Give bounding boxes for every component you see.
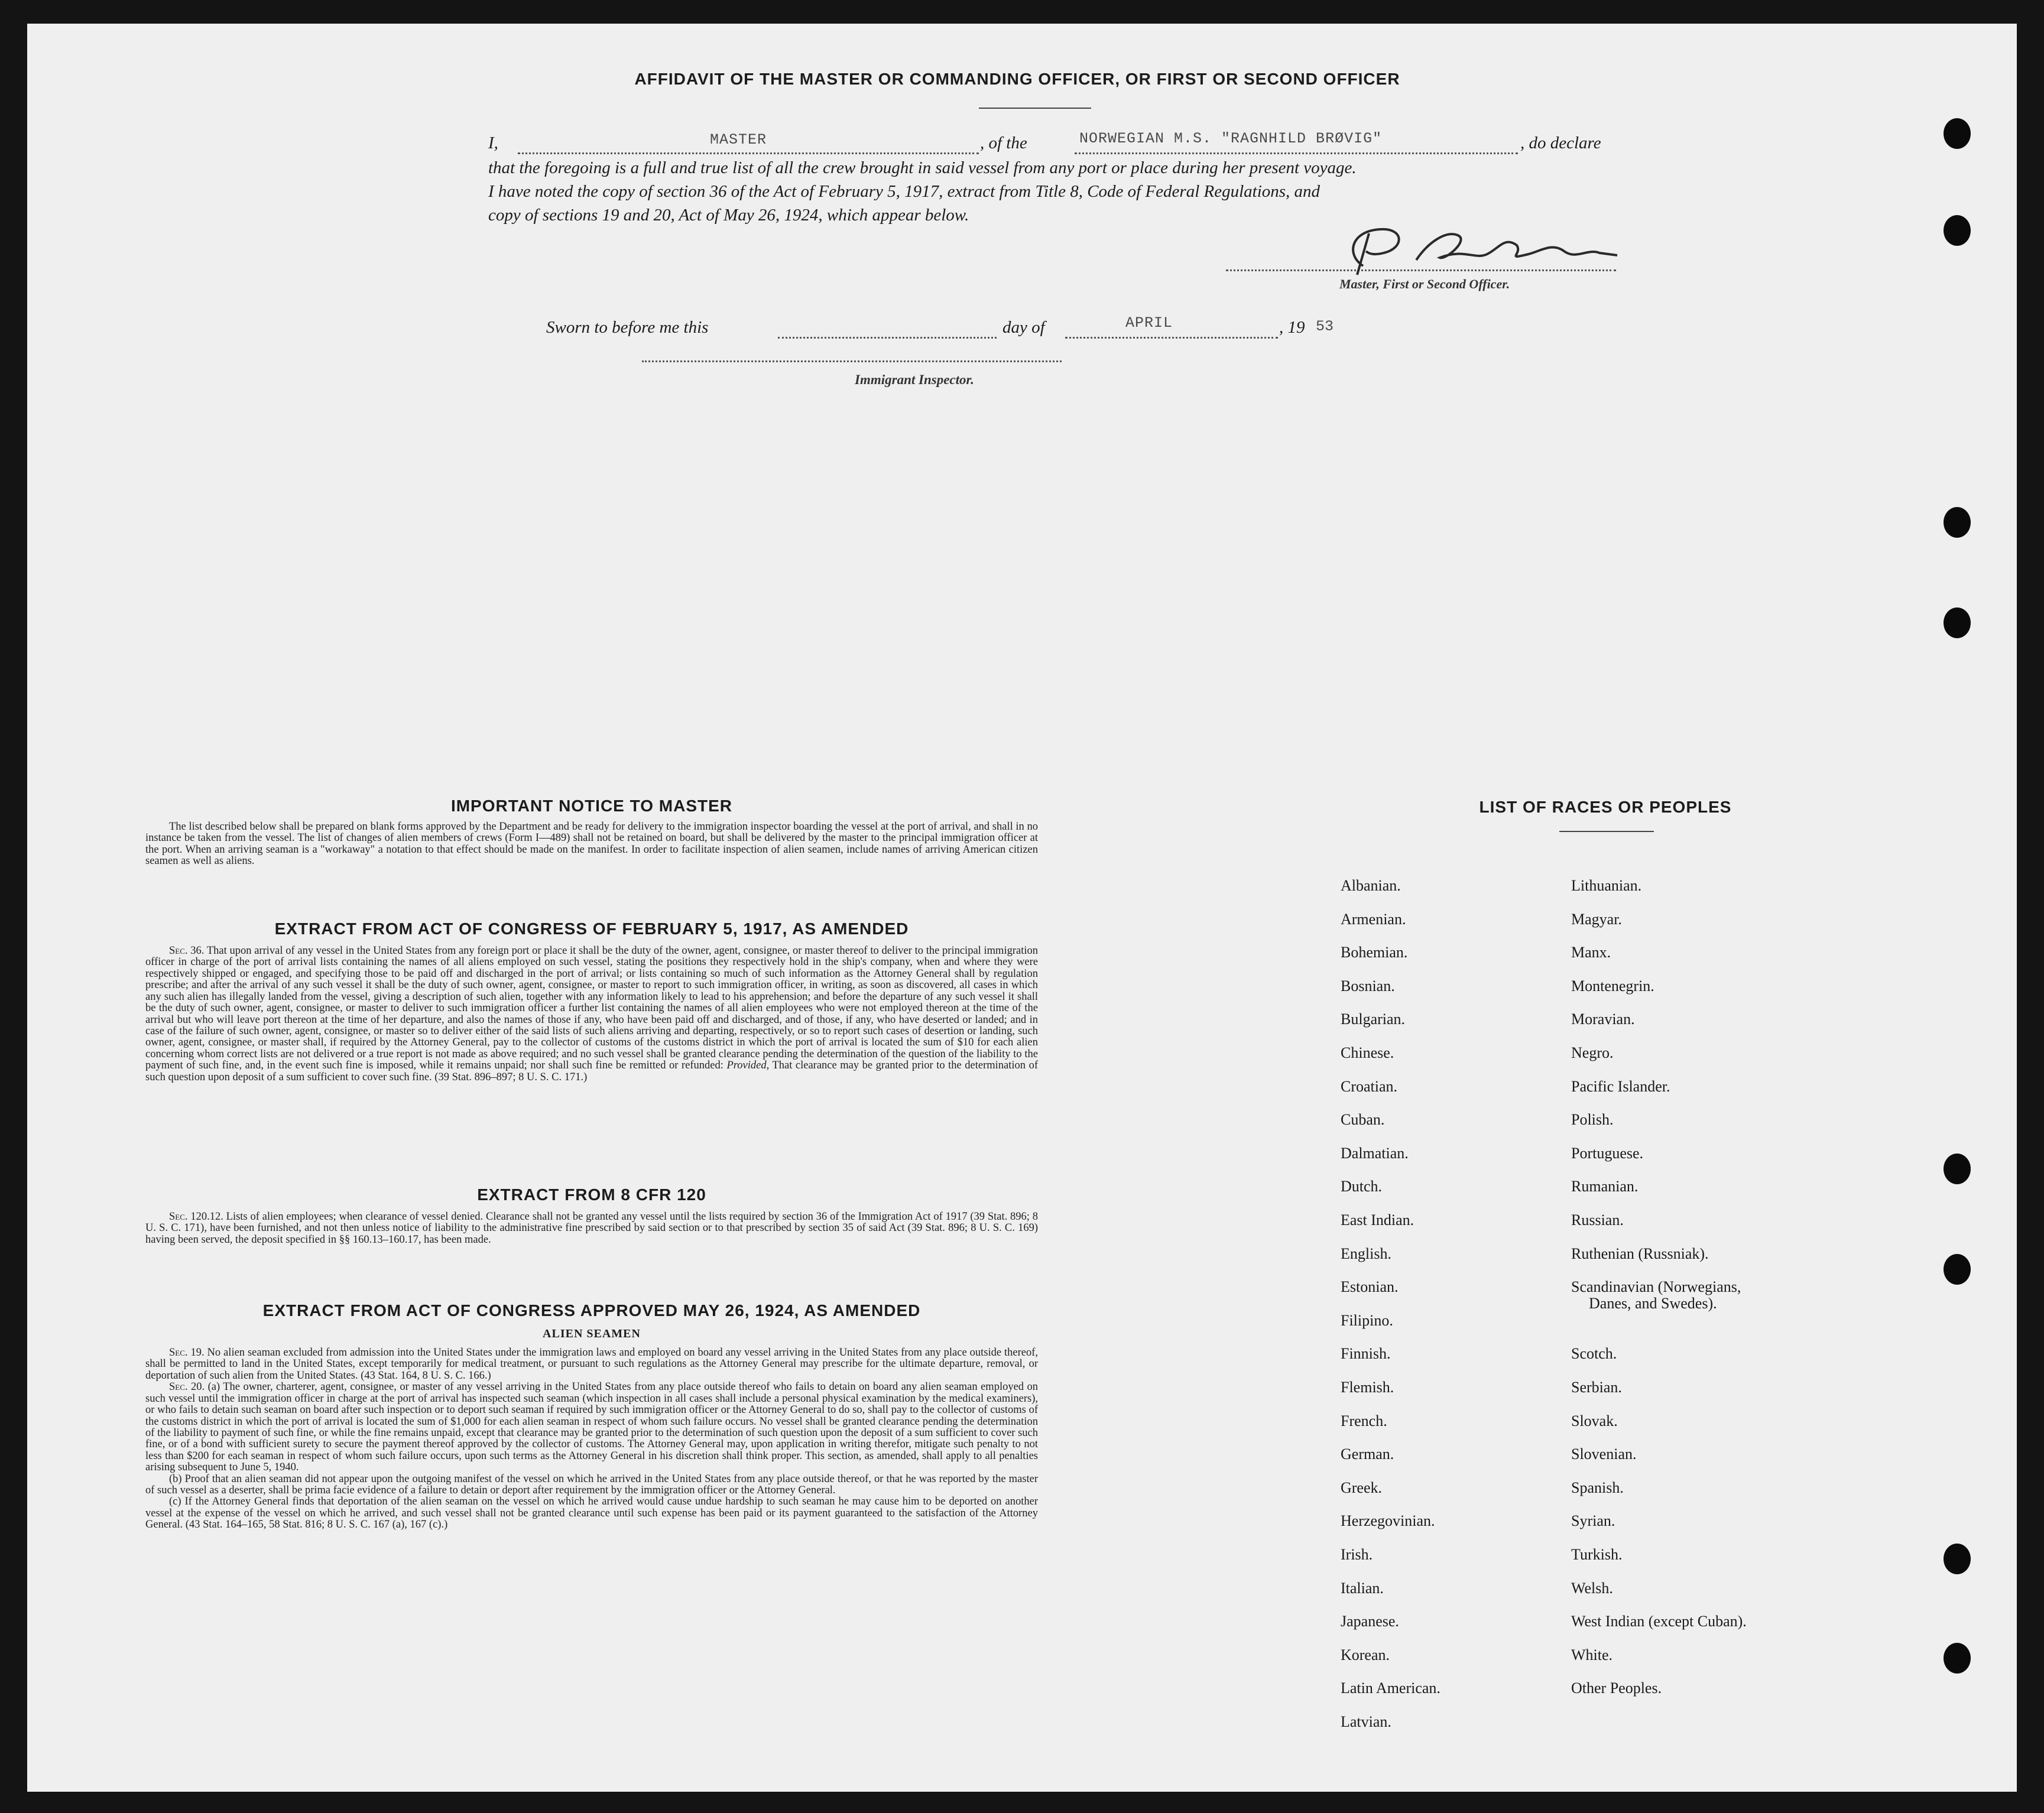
punch-hole bbox=[1944, 1154, 1971, 1184]
race-item: English. bbox=[1341, 1245, 1391, 1262]
title-rule bbox=[979, 108, 1091, 109]
extract-cfr-body bbox=[145, 1211, 1038, 1246]
race-item: Bulgarian. bbox=[1341, 1011, 1406, 1028]
race-item: Dalmatian. bbox=[1341, 1144, 1409, 1162]
punch-hole bbox=[1944, 607, 1971, 638]
vessel-value: NORWEGIAN M.S. "RAGNHILD BRØVIG" bbox=[1079, 130, 1383, 147]
extract-cfr-title: EXTRACT FROM 8 CFR 120 bbox=[477, 1185, 706, 1204]
affidavit-line1 bbox=[488, 130, 1629, 157]
race-item: Latin American. bbox=[1341, 1679, 1440, 1697]
race-item: Portuguese. bbox=[1571, 1144, 1644, 1162]
races-title: LIST OF RACES OR PEOPLES bbox=[1479, 798, 1732, 816]
race-item: Pacific Islander. bbox=[1571, 1077, 1670, 1095]
race-item: Flemish. bbox=[1341, 1379, 1394, 1396]
punch-hole bbox=[1944, 1544, 1971, 1574]
race-item: Irish. bbox=[1341, 1546, 1373, 1563]
race-item: Greek. bbox=[1341, 1479, 1383, 1496]
extract-1917-title: EXTRACT FROM ACT OF CONGRESS OF FEBRUARY 5, 1917, AS AMENDED bbox=[274, 920, 909, 938]
race-item: East Indian. bbox=[1341, 1211, 1414, 1229]
sec-36-proviso: Provided, bbox=[726, 1060, 770, 1072]
sec-19-label: Sec. 19. bbox=[169, 1347, 205, 1359]
race-item: Moravian. bbox=[1571, 1011, 1635, 1028]
rank-blank bbox=[518, 152, 979, 154]
sec-120-text: Lists of alien employees; when clearance of vessel denied. Clearance shall not be granted any vessel until the lists required by section 36 of the Immigration Act of 1917 (39 Stat. 896; 8 U. S. C. 171), have been furnished, and not then unless notice of liability to the administrative fine prescribed by said section or to that prescribed by section 35 of said Act (39 Stat. 896; 8 U. S. C. 169) having been served, the deposit specified in §§ 160.13–160.17, has been made. bbox=[145, 1211, 1039, 1246]
race-item: German. bbox=[1341, 1445, 1394, 1463]
master-signature bbox=[1328, 219, 1623, 284]
race-item: Latvian. bbox=[1341, 1713, 1391, 1730]
inspector-signature-line bbox=[642, 360, 1062, 362]
race-item: Italian. bbox=[1341, 1579, 1384, 1597]
punch-hole bbox=[1944, 1254, 1971, 1285]
race-item: Slovak. bbox=[1571, 1412, 1618, 1429]
notice-title: IMPORTANT NOTICE TO MASTER bbox=[450, 797, 733, 815]
race-item: Montenegrin. bbox=[1571, 977, 1654, 995]
sec-20-label: Sec. 20. bbox=[169, 1381, 205, 1393]
sec-20b-para: (b) Proof that an alien seaman did not appear upon the outgoing manifest of the vessel on which he arrived in the United States from any place outside thereof, or that he was reported by the master of such vessel as a deserter, shall be prima facie evidence of a failure to detain or deport after requirement by the immigration officer or the Attorney General. bbox=[145, 1473, 1038, 1497]
race-item: Estonian. bbox=[1341, 1278, 1399, 1296]
race-item: Slovenian. bbox=[1571, 1445, 1637, 1463]
vessel-blank bbox=[1075, 152, 1518, 154]
race-item: White. bbox=[1571, 1646, 1613, 1663]
sec-20a-text: (a) The owner, charterer, agent, consignee, or master of any vessel arriving in the United States from any place outside thereof who fails to detain on board any alien seaman employed on such vessel until the immigration officer in charge at the port of arrival has inspected such seaman (which inspection in all cases shall include a personal physical examination by the medical examiners), or who fails to detain such seaman on board after such inspection or to deport such seaman if required by such immigration officer or the Attorney General to do so, shall pay to the collector of customs of the customs district in which the port of arrival is located the sum of $1,000 for each alien seaman in respect of whom such failure occurs. No vessel shall be granted clearance pending the determination of the liability to payment of such fine, or while the fine remains unpaid, except that clearance may be granted prior to the determination of such question upon the deposit of a sum sufficient to cover such fine, or of a bond with sufficient surety to secure the payment thereof approved by the collector of customs. The Attorney General may, upon application in writing therefor, mitigate such penalty to not less than $200 for each seaman in respect of whom such failure occurs, upon such terms as the Attorney General in his discretion shall think proper. This section, as amended, shall apply to all penalties arising subsequent to June 5, 1940. bbox=[145, 1381, 1039, 1474]
month-blank bbox=[1065, 337, 1278, 339]
race-item: Herzegovinian. bbox=[1341, 1512, 1435, 1530]
race-item: Rumanian. bbox=[1571, 1178, 1639, 1195]
of-the-label: , of the bbox=[980, 134, 1027, 152]
sec-120-label: Sec. 120.12. bbox=[169, 1211, 223, 1223]
race-item: Dutch. bbox=[1341, 1178, 1383, 1195]
race-item: Scotch. bbox=[1571, 1345, 1617, 1363]
race-item: Filipino. bbox=[1341, 1311, 1393, 1329]
punch-hole bbox=[1944, 215, 1971, 246]
sec-19-para bbox=[145, 1347, 1038, 1382]
race-item: Polish. bbox=[1571, 1111, 1614, 1129]
race-item-continuation: Danes, and Swedes). bbox=[1589, 1295, 1717, 1312]
race-item: Japanese. bbox=[1341, 1613, 1399, 1630]
sworn-line bbox=[546, 314, 1374, 342]
race-item: Albanian. bbox=[1341, 877, 1401, 894]
race-item: Croatian. bbox=[1341, 1077, 1398, 1095]
race-item: Other Peoples. bbox=[1571, 1679, 1662, 1697]
affidavit-line2: that the foregoing is a full and true list of all the crew brought in said vessel from any port or place during her present voyage. bbox=[488, 158, 1357, 177]
extract-1924-body bbox=[145, 1347, 1038, 1531]
race-item: Cuban. bbox=[1341, 1111, 1385, 1129]
day-of-label: day of bbox=[1002, 318, 1045, 337]
sec-36-text: That upon arrival of any vessel in the United States from any foreign port or place it shall be the duty of the owner, agent, consignee, or master thereof to deliver to the principal immigration officer in charge of the port of arrival lists containing the names of all aliens employed on such vessel, stating the positions they respectively hold in the ship's company, when and where they were respectively shipped or engaged, and specifying those to be paid off and discharged in the port of arrival; or lists containing so much of such information as the Attorney General shall by regulation prescribe; and after the arrival of any such vessel it shall be the duty of such owner, agent, consignee, or master to report to such immigration officer, in writing, as soon as discovered, all cases in which any such alien has illegally landed from the vessel, giving a description of such alien, together with any information likely to lead to his apprehension; and before the departure of any such vessel it shall be the duty of such owner, agent, consignee, or master to deliver to such immigration officer a further list containing the names of all alien employees who were not employed thereon at the time of the arrival but who will leave port thereon at the time of her departure, and also the names of those if any, who have been paid off and discharged, and of those, if any, who have deserted or landed; and in case of the failure of such owner, agent, consignee, or master so to deliver either of the said lists of such aliens arriving and departing, respectively, or so to report such cases of desertion or landing, such owner, agent, consignee, or master shall, if required by the Attorney General, pay to the collector of customs of the customs district in which the port of arrival is located the sum of $10 for each alien concerning whom correct lists are not delivered or a true report is not made as above required; and no such vessel shall be granted clearance pending the determination of the question of the liability to the payment of such fine, and, in the event such fine is imposed, while it remains unpaid; nor shall such fine be remitted or refunded: bbox=[145, 945, 1038, 1072]
race-item: Chinese. bbox=[1341, 1044, 1394, 1061]
year-value: 53 bbox=[1316, 318, 1334, 335]
alien-seamen-subtitle: ALIEN SEAMEN bbox=[543, 1327, 641, 1340]
race-item: Bohemian. bbox=[1341, 944, 1408, 961]
race-item: French. bbox=[1341, 1412, 1387, 1429]
race-item: Magyar. bbox=[1571, 910, 1622, 928]
inspector-caption: Immigrant Inspector. bbox=[855, 372, 974, 387]
month-value: APRIL bbox=[1125, 314, 1173, 332]
race-item: Korean. bbox=[1341, 1646, 1390, 1663]
race-item: Syrian. bbox=[1571, 1512, 1615, 1530]
race-item: Bosnian. bbox=[1341, 977, 1395, 995]
rank-value: MASTER bbox=[710, 131, 767, 148]
signature-caption: Master, First or Second Officer. bbox=[1339, 277, 1510, 291]
sec-20a-para bbox=[145, 1382, 1038, 1473]
i-label: I, bbox=[488, 134, 498, 152]
race-item: Ruthenian (Russniak). bbox=[1571, 1245, 1709, 1262]
race-item: Finnish. bbox=[1341, 1345, 1391, 1363]
sworn-label: Sworn to before me this bbox=[546, 318, 709, 337]
punch-hole bbox=[1944, 1643, 1971, 1674]
punch-hole bbox=[1944, 118, 1971, 149]
race-item: West Indian (except Cuban). bbox=[1571, 1613, 1747, 1630]
race-item: Scandinavian (Norwegians, bbox=[1571, 1278, 1741, 1296]
year-prefix: , 19 bbox=[1279, 318, 1305, 337]
extract-1924-title: EXTRACT FROM ACT OF CONGRESS APPROVED MAY 26, 1924, AS AMENDED bbox=[262, 1301, 921, 1320]
affidavit-line4: copy of sections 19 and 20, Act of May 26, 1924, which appear below. bbox=[488, 206, 969, 225]
race-item: Lithuanian. bbox=[1571, 877, 1642, 894]
day-blank bbox=[778, 337, 997, 339]
sec-19-text: No alien seaman excluded from admission into the United States under the immigration laws and employed on board any vessel arriving in the United States from any place outside thereof, shall be permitted to land in the United States, except temporarily for medical treatment, or pursuant to such regulations as the Attorney General may prescribe for the ultimate departure, removal, or deportation of such alien from the United States. (43 Stat. 164, 8 U. S. C. 166.) bbox=[145, 1347, 1039, 1382]
race-item: Serbian. bbox=[1571, 1379, 1622, 1396]
race-item: Russian. bbox=[1571, 1211, 1624, 1229]
race-item: Negro. bbox=[1571, 1044, 1614, 1061]
affidavit-title: AFFIDAVIT OF THE MASTER OR COMMANDING OFFICER, OR FIRST OR SECOND OFFICER bbox=[634, 70, 1400, 88]
races-title-rule bbox=[1559, 831, 1654, 832]
race-item: Spanish. bbox=[1571, 1479, 1624, 1496]
extract-1917-body bbox=[145, 946, 1038, 1083]
scanned-page bbox=[27, 24, 2017, 1792]
punch-hole bbox=[1944, 507, 1971, 538]
race-item: Turkish. bbox=[1571, 1546, 1623, 1563]
race-item: Manx. bbox=[1571, 944, 1611, 961]
sec-36-label: Sec. 36. bbox=[169, 945, 205, 957]
affidavit-line3: I have noted the copy of section 36 of the Act of February 5, 1917, extract from Title 8, Code of Federal Regulations, and bbox=[488, 182, 1321, 201]
notice-body bbox=[145, 821, 1038, 867]
notice-text: The list described below shall be prepared on blank forms approved by the Department and be ready for delivery to the immigration inspector boarding the vessel at the port of arrival, and shall in no instance be taken from the vessel. The list of changes of alien members of crews (Form I—489) shall not be retained on board, but shall be delivered by the master to the principal immigration officer at the port. When an arriving seaman is a "workaway" a notation to that effect should be made on the manifest. In order to facilitate inspection of alien seamen, include names of arriving American citizen seamen as well as aliens. bbox=[145, 821, 1038, 867]
sec-36-proviso-rest: That clearance may be granted prior to the determination of such question upon deposit of a sum sufficient to cover such fine. (39 Stat. 896–897; 8 U. S. C. 171.) bbox=[145, 1060, 1038, 1083]
sec-20c-para: (c) If the Attorney General finds that deportation of the alien seaman on the vessel on which he arrived would cause undue hardship to such seaman he may cause him to be deported on another vessel at the expense of the vessel on which he arrived, and such vessel shall not be granted clearance until such expense has been paid or its payment guaranteed to the satisfaction of the Attorney General. (43 Stat. 164–165, 58 Stat. 816; 8 U. S. C. 167 (a), 167 (c).) bbox=[145, 1496, 1038, 1531]
race-item: Armenian. bbox=[1341, 910, 1406, 928]
race-item: Welsh. bbox=[1571, 1579, 1613, 1597]
do-declare-label: , do declare bbox=[1520, 134, 1601, 152]
